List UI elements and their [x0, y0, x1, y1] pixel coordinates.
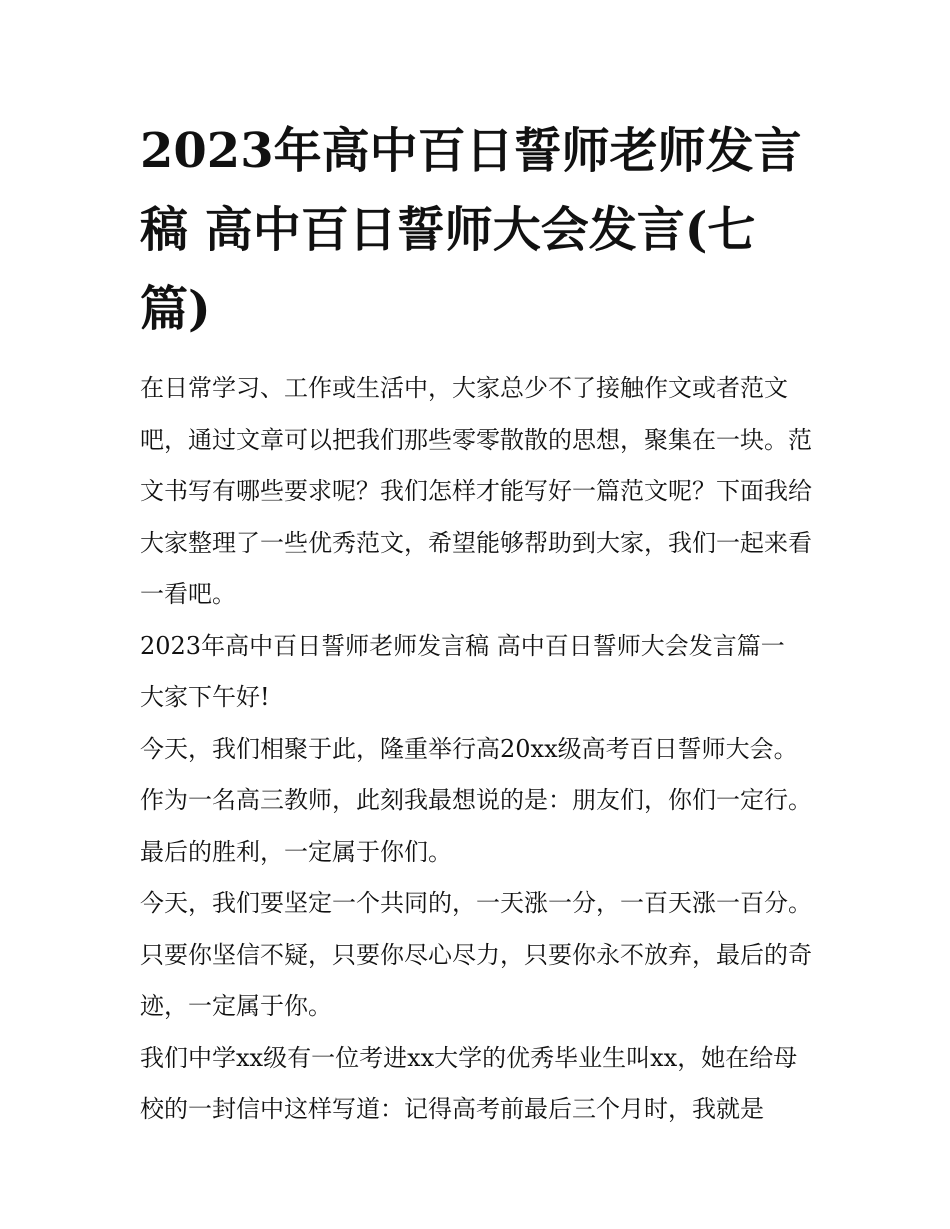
title-line-2: 稿 高中百日誓师大会发言(七 [140, 202, 756, 258]
paragraph-greeting: 大家下午好! [140, 683, 270, 711]
paragraph-body-3: 我们中学xx级有一位考进xx大学的优秀毕业生叫xx，她在给母校的一封信中这样写道：记得高考前最后三个月时，我就是 [140, 1043, 798, 1123]
paragraph-section-heading: 2023年高中百日誓师老师发言稿 高中百日誓师大会发言篇一 [140, 631, 785, 660]
paragraph-body-1: 今天，我们相聚于此，隆重举行高20xx级高考百日誓师大会。作为一名高三教师，此刻我最想说的是：朋友们，你们一定行。最后的胜利，一定属于你们。 [140, 734, 812, 866]
paragraph-intro: 在日常学习、工作或生活中，大家总少不了接触作文或者范文吧，通过文章可以把我们那些零零散散的思想，聚集在一块。范文书写有哪些要求呢？我们怎样才能写好一篇范文呢？下面我给大家整理了一些优秀范文，希望能够帮助到大家，我们一起来看一看吧。 [140, 374, 812, 608]
title-line-1: 2023年高中百日誓师老师发言 [140, 123, 802, 179]
document-page [140, 112, 820, 1136]
paragraph-body-2: 今天，我们要坚定一个共同的，一天涨一分，一百天涨一百分。只要你坚信不疑，只要你尽心尽力，只要你永不放弃，最后的奇迹，一定属于你。 [140, 889, 812, 1020]
document-title [140, 112, 820, 349]
title-line-3: 篇) [140, 281, 211, 337]
document-body [140, 363, 820, 1136]
